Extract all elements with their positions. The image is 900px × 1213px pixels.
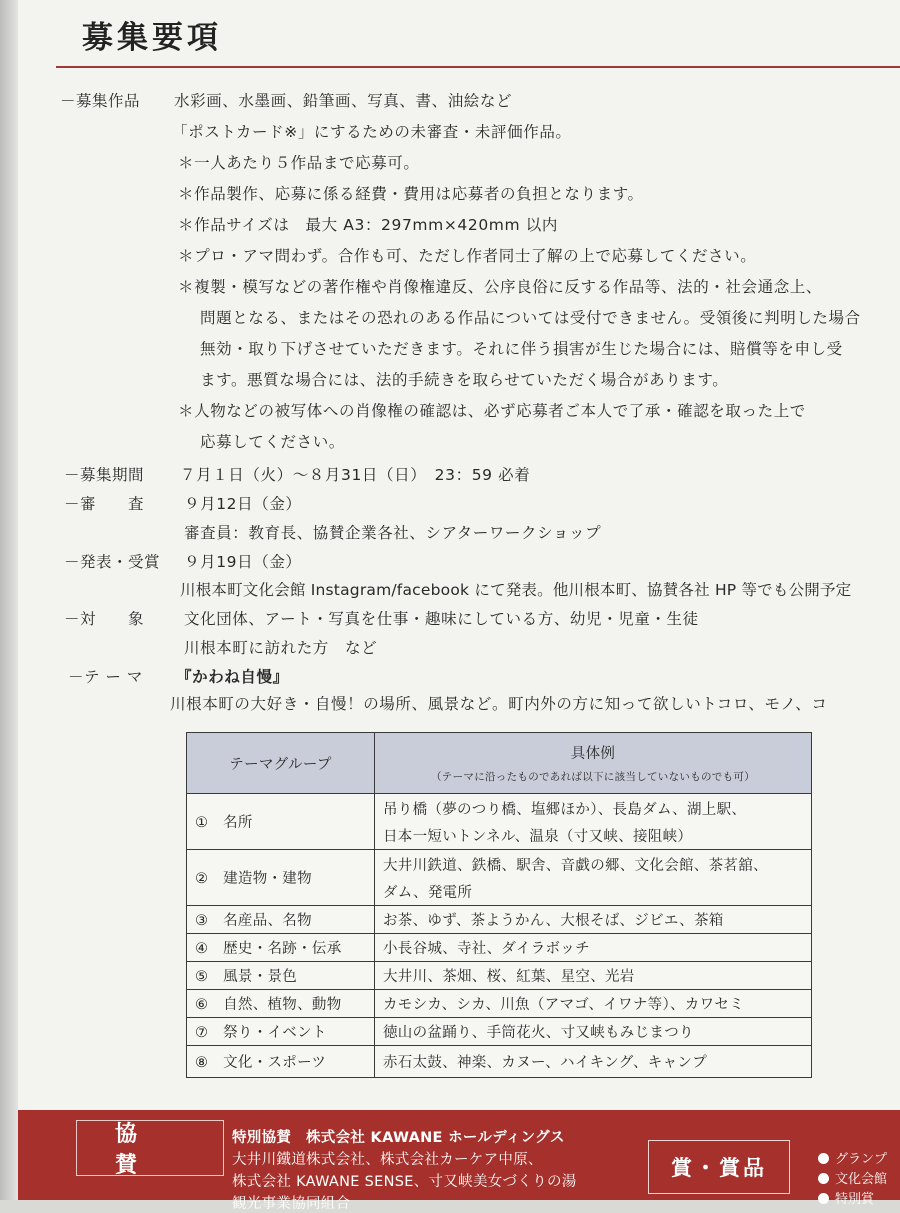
works-note: ＊プロ・アマ問わず。合作も可、ただし作者同士了解の上で応募してください。: [178, 247, 757, 265]
works-label: －募集作品: [60, 92, 141, 110]
works-note: ＊複製・模写などの著作権や肖像権違反、公序良俗に反する作品等、法的・社会通念上、: [178, 278, 823, 296]
theme-group-cell: ⑦ 祭り・イベント: [187, 1018, 375, 1046]
works-note: ＊作品サイズは 最大 A3：297mm×420mm 以内: [178, 216, 558, 234]
theme-description: 川根本町の大好き・自慢！の場所、風景など。町内外の方に知って欲しいトコロ、モノ、コ: [170, 695, 828, 713]
table-header-group: テーマグループ: [187, 733, 375, 794]
theme-example-cell: 徳山の盆踊り、手筒花火、寸又峡もみじまつり: [375, 1018, 812, 1046]
works-note-cont: ます。悪質な場合には、法的手続きを取らせていただく場合があります。: [200, 371, 729, 389]
prize-heading: 賞・賞品: [648, 1140, 790, 1194]
works-note: ＊一人あたり５作品まで応募可。: [178, 154, 420, 172]
table-header-examples-note: （テーマに沿ったものであれば以下に該当していないものでも可）: [431, 771, 755, 783]
works-note-cont: 無効・取り下げさせていただきます。それに伴う損害が生じた場合には、賠償等を申し受: [200, 340, 843, 358]
prize-label: 特別賞: [835, 1192, 875, 1207]
table-row: [187, 794, 812, 850]
works-note: ＊人物などの被写体への肖像権の確認は、必ず応募者ご本人で了承・確認を取った上で: [178, 402, 806, 420]
special-sponsor: 特別協賛 株式会社 KAWANE ホールディングス: [232, 1130, 565, 1146]
prize-item: [818, 1148, 887, 1167]
theme-example-cell: [375, 850, 812, 906]
works-note-cont: 問題となる、またはその恐れのある作品については受付できません。受領後に判明した場合: [200, 309, 861, 327]
theme-name: 『かわね自慢』: [176, 668, 289, 686]
table-row: [187, 962, 812, 990]
theme-group-cell: ⑥ 自然、植物、動物: [187, 990, 375, 1018]
works-note-cont: 応募してください。: [200, 433, 345, 451]
announce-detail: 川根本町文化会館 Instagram/facebook にて発表。他川根本町、協賛各社 HP 等でも公開予定: [180, 581, 852, 599]
judging-judges: 審査員：教育長、協賛企業各社、シアターワークショップ: [184, 524, 602, 542]
prize-label: 文化会館: [835, 1172, 888, 1187]
table-row: [187, 990, 812, 1018]
example-line: 吊り橋（夢のつり橋、塩郷ほか）、長島ダム、湖上駅、: [383, 801, 747, 818]
table-header-examples: [375, 733, 812, 794]
bullet-icon: [818, 1153, 829, 1164]
prize-label: グランプ: [835, 1152, 888, 1167]
theme-example-cell: 赤石太鼓、神楽、カヌー、ハイキング、キャンプ: [375, 1046, 812, 1078]
works-line: 水彩画、水墨画、鉛筆画、写真、書、油絵など: [174, 92, 513, 110]
bullet-icon: [818, 1193, 829, 1204]
theme-example-cell: お茶、ゆず、茶ようかん、大根そば、ジビエ、茶箱: [375, 906, 812, 934]
sponsor-line: 株式会社 KAWANE SENSE、寸又峡美女づくりの湯: [232, 1174, 577, 1190]
theme-group-cell: ⑧ 文化・スポーツ: [187, 1046, 375, 1078]
judging-label: －審 査: [64, 495, 145, 513]
theme-example-cell: カモシカ、シカ、川魚（アマゴ、イワナ等）、カワセミ: [375, 990, 812, 1018]
judging-date: ９月12日（金）: [184, 495, 302, 513]
theme-example-cell: [375, 794, 812, 850]
theme-group-cell: ④ 歴史・名跡・伝承: [187, 934, 375, 962]
prize-item: [818, 1188, 874, 1207]
theme-table: [186, 732, 812, 1078]
example-line: 大井川鉄道、鉄橋、駅舎、音戯の郷、文化会館、茶茗舘、: [383, 857, 768, 874]
target-label: －対 象: [64, 610, 145, 628]
example-line: ダム、発電所: [383, 884, 473, 901]
table-row: [187, 906, 812, 934]
table-row: [187, 850, 812, 906]
sponsor-heading: 協賛: [76, 1120, 224, 1176]
title-divider: [56, 66, 900, 68]
target-line: 川根本町に訪れた方 など: [184, 639, 378, 657]
table-header-examples-title: 具体例: [570, 746, 616, 762]
theme-group-cell: ② 建造物・建物: [187, 850, 375, 906]
bullet-icon: [818, 1173, 829, 1184]
period-label: －募集期間: [64, 466, 145, 484]
sponsor-line: 観光事業協同組合: [232, 1196, 351, 1212]
announce-date: ９月19日（金）: [184, 553, 302, 571]
table-row: [187, 934, 812, 962]
table-row: [187, 1018, 812, 1046]
theme-label: －テ ー マ: [68, 668, 143, 686]
sponsor-band: [18, 1110, 900, 1212]
prize-item: [818, 1168, 887, 1187]
announce-label: －発表・受賞: [64, 553, 161, 571]
period-value: ７月１日（火）～８月31日（日） 23：59 必着: [180, 466, 531, 484]
works-line: 「ポストカード※」にするための未審査・未評価作品。: [172, 123, 572, 141]
works-note: ＊作品製作、応募に係る経費・費用は応募者の負担となります。: [178, 185, 644, 203]
theme-group-cell: ① 名所: [187, 794, 375, 850]
sponsor-line: 大井川鐵道株式会社、株式会社カーケア中原、: [232, 1152, 543, 1168]
page-title: 募集要項: [82, 20, 222, 56]
target-line: 文化団体、アート・写真を仕事・趣味にしている方、幼児・児童・生徒: [184, 610, 699, 628]
theme-group-cell: ③ 名産品、名物: [187, 906, 375, 934]
example-line: 日本一短いトンネル、温泉（寸又峡、接阻峡）: [383, 828, 693, 845]
theme-example-cell: 大井川、茶畑、桜、紅葉、星空、光岩: [375, 962, 812, 990]
theme-group-cell: ⑤ 風景・景色: [187, 962, 375, 990]
theme-example-cell: 小長谷城、寺社、ダイラボッチ: [375, 934, 812, 962]
table-row: [187, 1046, 812, 1078]
